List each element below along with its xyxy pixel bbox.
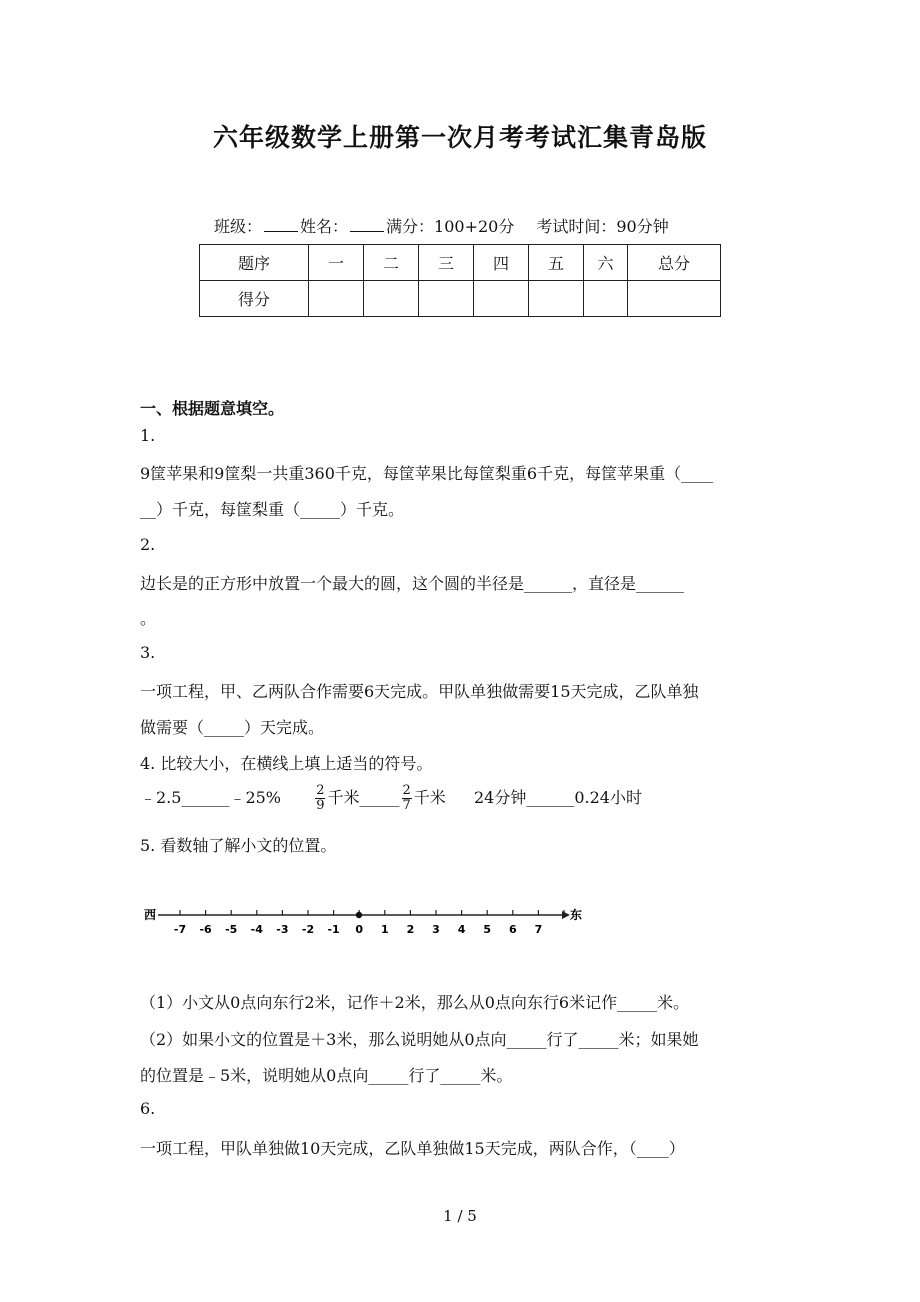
number-line (140, 900, 590, 945)
tick-label: 6 (508, 923, 517, 936)
page-title: 六年级数学上册第一次月考考试汇集青岛版 (212, 123, 707, 152)
exam-time: 考试时间：90分钟 (536, 217, 669, 236)
class-label: 班级： (214, 217, 263, 236)
origin-point (356, 912, 362, 918)
score-cell[interactable] (474, 281, 529, 317)
question-6-line-1: 一项工程，甲队单独做10天完成，乙队单独做15天完成，两队合作，（____） (140, 1139, 685, 1158)
tick-label: -7 (173, 923, 187, 936)
tick-label: -3 (276, 923, 289, 936)
question-4-prompt: 4. 比较大小，在横线上填上适当的符号。 (140, 754, 433, 773)
score-cell[interactable] (419, 281, 474, 317)
tick-label: -4 (250, 923, 263, 936)
score-cell[interactable] (529, 281, 584, 317)
section-heading: 一、根据题意填空。 (140, 399, 285, 418)
score-cell[interactable] (309, 281, 364, 317)
question-3-number: 3. (140, 643, 156, 662)
tick-label: 5 (483, 923, 492, 936)
exam-info-line (214, 214, 669, 237)
question-1-line-2: __）千克，每筐梨重（_____）千克。 (140, 500, 405, 519)
tick-label: 2 (406, 923, 415, 936)
score-table (199, 244, 721, 317)
unit-km-blank: 千米_____ (327, 788, 400, 807)
tick-label: -1 (327, 923, 340, 936)
east-label: 东 (570, 908, 583, 922)
west-label: 西 (144, 908, 157, 922)
tick-label: -6 (199, 923, 212, 936)
question-4-comparisons (140, 784, 642, 813)
header-cell: 一 (309, 245, 364, 281)
question-1-line-1: 9筐苹果和9筐梨一共重360千克，每筐苹果比每筐梨重6千克，每筐苹果重（____ (140, 464, 714, 483)
page-number: 1 / 5 (443, 1207, 477, 1225)
header-cell: 四 (474, 245, 529, 281)
question-6-number: 6. (140, 1099, 156, 1118)
question-3-line-2: 做需要（_____）天完成。 (140, 718, 325, 737)
unit-km: 千米 (413, 788, 446, 807)
axis-arrow-icon (562, 911, 570, 919)
tick-label: 1 (380, 923, 389, 936)
tick-label: 7 (534, 923, 543, 936)
question-2-line-2: 。 (140, 609, 157, 628)
question-3-line-1: 一项工程，甲、乙两队合作需要6天完成。甲队单独做需要15天完成，乙队单独 (140, 682, 699, 701)
class-blank[interactable] (264, 217, 298, 232)
header-cell: 三 (419, 245, 474, 281)
question-2-line-1: 边长是的正方形中放置一个最大的圆，这个圆的半径是______，直径是______ (140, 574, 685, 593)
question-5-prompt: 5. 看数轴了解小文的位置。 (140, 836, 337, 855)
question-2-number: 2. (140, 535, 156, 554)
name-label: 姓名： (300, 217, 349, 236)
score-cell[interactable] (584, 281, 628, 317)
comparison-c: 24分钟______0.24小时 (473, 788, 642, 807)
header-cell: 题序 (200, 245, 309, 281)
name-blank[interactable] (350, 217, 384, 232)
score-cell[interactable] (628, 281, 721, 317)
score-table-score-row (200, 281, 721, 317)
question-5-sub-1: （1）小文从0点向东行2米，记作＋2米，那么从0点向东行6米记作_____米。 (140, 993, 690, 1012)
tick-label: -2 (301, 923, 315, 936)
fraction-two-sevenths: $\frac{2}{7}$ (402, 783, 411, 813)
score-table-header-row (200, 245, 721, 281)
tick-label: 3 (432, 923, 440, 936)
tick-label: 0 (355, 923, 364, 936)
question-5-sub-2-line-2: 的位置是﹣5米，说明她从0点向_____行了_____米。 (140, 1066, 513, 1085)
header-cell: 二 (364, 245, 419, 281)
full-score: 满分：100+20分 (386, 217, 515, 236)
comparison-a: ﹣2.5______﹣25% (140, 788, 282, 807)
tick-label: 4 (457, 923, 466, 936)
header-cell: 五 (529, 245, 584, 281)
row-label: 得分 (200, 281, 309, 317)
question-5-sub-2-line-1: （2）如果小文的位置是＋3米，那么说明她从0点向_____行了_____米；如果她 (140, 1030, 699, 1049)
score-cell[interactable] (364, 281, 419, 317)
header-cell: 六 (584, 245, 628, 281)
tick-label: -5 (225, 923, 238, 936)
header-cell: 总分 (628, 245, 721, 281)
fraction-two-ninths: $\frac{2}{9}$ (316, 783, 325, 813)
question-1-number: 1. (140, 426, 156, 445)
